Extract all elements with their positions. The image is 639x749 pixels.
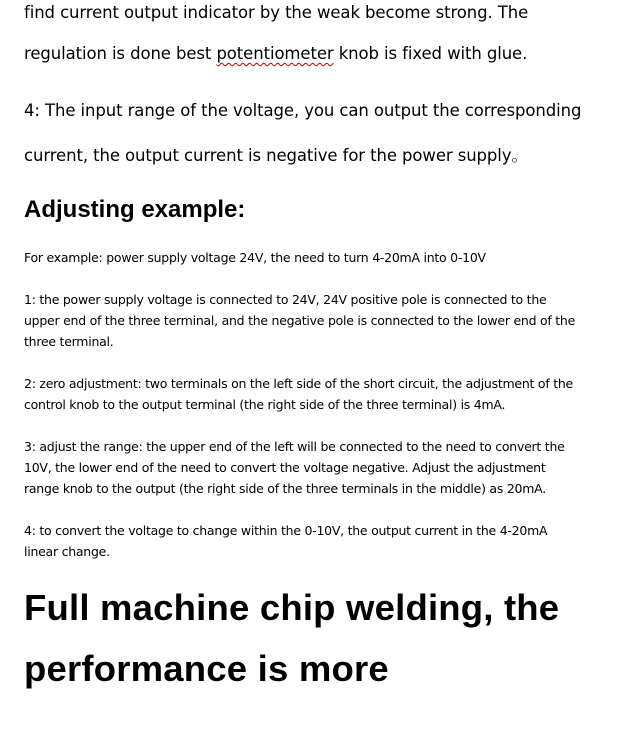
intro-line-1: find current output indicator by the weak become strong. The: [24, 3, 529, 22]
step1-line-3: three terminal.: [24, 334, 114, 349]
section-heading: Adjusting example:: [24, 196, 246, 223]
spellcheck-flagged-word: potentiometer: [216, 44, 334, 63]
step1-line-2: upper end of the three terminal, and the negative pole is connected to the lower end of the: [24, 313, 576, 328]
intro-line-2: [24, 44, 527, 63]
example-line: For example: power supply voltage 24V, the need to turn 4-20mA into 0-10V: [24, 250, 486, 265]
step4-line-1: 4: to convert the voltage to change within the 0-10V, the output current in the 4-20mA: [24, 523, 548, 538]
closing-heading-line-1: Full machine chip welding, the: [24, 587, 560, 628]
intro-line-2-after: knob is fixed with glue.: [333, 44, 528, 63]
step3-line-1: 3: adjust the range: the upper end of the left will be connected to the need to convert the: [24, 439, 565, 454]
step2-line-1: 2: zero adjustment: two terminals on the left side of the short circuit, the adjustment of the: [24, 376, 573, 391]
closing-heading-line-2: performance is more: [24, 648, 389, 689]
intro-line-2-before: regulation is done best: [24, 44, 217, 63]
step3-line-3: range knob to the output (the right side of the three terminals in the middle) as 20mA.: [24, 481, 546, 496]
point4-line-2: current, the output current is negative for the power supply。: [24, 146, 528, 165]
step4-line-2: linear change.: [24, 544, 110, 559]
step3-line-2: 10V, the lower end of the need to convert the voltage negative. Adjust the adjustment: [24, 460, 546, 475]
step1-line-1: 1: the power supply voltage is connected to 24V, 24V positive pole is connected to the: [24, 292, 547, 307]
step2-line-2: control knob to the output terminal (the right side of the three terminal) is 4mA.: [24, 397, 506, 412]
point4-line-1: 4: The input range of the voltage, you can output the corresponding: [24, 101, 582, 120]
